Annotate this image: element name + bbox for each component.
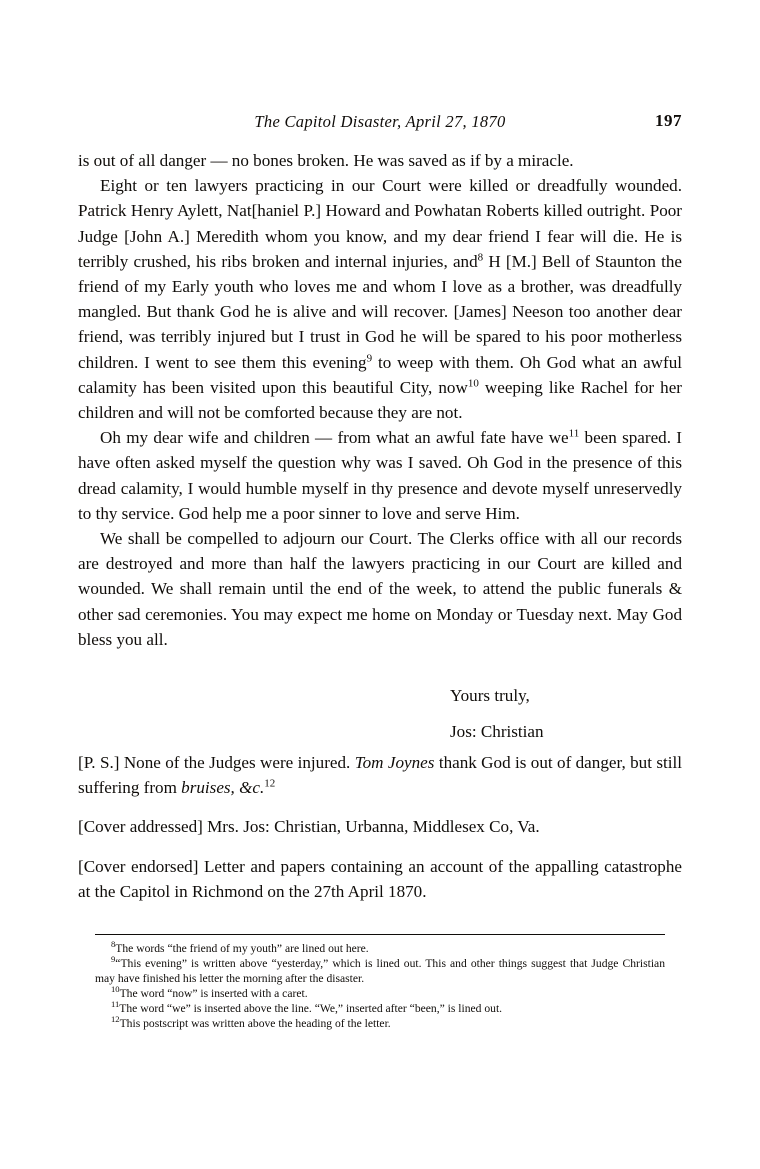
footnote-reference: 8 [477,251,484,264]
footnote [95,999,665,1017]
emphasis-text: bruises, &c. [181,778,265,798]
body-paragraph [78,425,682,526]
text-run: We shall be compelled to adjourn our Court. The Clerks office with all our records are destroyed and more than half the lawyers practicing in our Court are killed and wounded. We shall remain until the end of the week, to attend the public funerals & other sad ceremonies. You may expect me home on Monday or Tuesday next. May God bless you all. [78,529,682,649]
footnote-marker: 9 [111,954,116,965]
signature-block [78,683,682,744]
body-paragraph [78,173,682,425]
footnote [95,1014,665,1032]
footnote-text: This postscript was written above the heading of the letter. [119,1016,391,1030]
running-head: The Capitol Disaster, April 27, 1870 [254,112,506,131]
footnote-text: The word “we” is inserted above the line. “We,” inserted after “been,” is lined out. [119,1001,503,1015]
signature-name: Jos: Christian [450,722,544,742]
footnote-marker: 8 [111,939,116,950]
text-run: [Cover addressed] Mrs. Jos: Christian, Urbanna, Middlesex Co, Va. [78,817,540,837]
text-run: thank God is out of danger, but still suffering from [78,753,682,798]
page-number: 197 [655,111,682,130]
footnote [95,954,665,986]
postscript-block [78,750,682,918]
body-paragraph [78,148,682,173]
footnote-text: The word “now” is inserted with a caret. [119,986,308,1000]
text-run: is out of all danger — no bones broken. He was saved as if by a miracle. [78,151,574,170]
text-run: [Cover endorsed] Letter and papers containing an account of the appalling catastrophe at the Capitol in Richmond on the 27th April 1870. [78,856,682,901]
footnote [95,939,665,957]
footnote-marker: 12 [111,1014,120,1025]
body-text [78,148,682,652]
footnote-divider [95,934,665,935]
footnote-text: The words “the friend of my youth” are lined out here. [115,942,369,955]
footnote-marker: 11 [111,999,120,1010]
text-run: weeping like Rachel for her children and will not be comforted because they are not. [78,377,682,423]
footnote-reference: 10 [467,377,479,390]
page-header [78,112,682,132]
footnote-marker: 10 [111,983,120,994]
footnote-text: “This evening” is written above “yesterday,” which is lined out. This and other things suggest that Judge Christian may have finished his letter the morning after the disaster. [95,957,665,985]
text-run: [P. S.] None of the Judges were injured. [78,753,355,772]
text-run: Eight or ten lawyers practicing in our Court were killed or dreadfully wounded. Patrick Henry Aylett, Nat[haniel P.] Howard and Powhatan Roberts killed outright. Poor Judge [John A.] Meredith whom you know, and my dear friend I fear will die. He is terribly crushed, his ribs broken and internal injuries, and [78,176,682,271]
footnote-reference: 12 [264,777,276,790]
emphasis-text: Tom Joynes [354,753,435,772]
body-paragraph [78,526,682,652]
text-run: Oh my dear wife and children — from what an awful fate have we [100,428,569,448]
tail-paragraph [78,750,682,800]
tail-paragraph [78,814,682,839]
text-run: been spared. I have often asked myself the question why was I saved. Oh God in the presence of this dread calamity, I would humble myself in thy presence and devote myself unreservedly to thy service. God help me a poor sinner to love and serve Him. [78,428,682,523]
footnote [95,983,665,1002]
text-run: to weep with them. Oh God what an awful calamity has been visited upon this beautiful City, now [78,352,682,397]
closing-line: Yours truly, [450,686,530,705]
footnote-reference: 11 [568,427,580,440]
tail-paragraph [78,854,682,904]
footnote-reference: 9 [366,351,373,364]
text-run: H [M.] Bell of Staunton the friend of my Early youth who loves me and whom I love as a brother, was dreadfully mangled. But thank God he is alive and will recover. [James] Neeson too another dear friend, was terribly injured but I trust in God he will be spared to his poor motherless children. I went to see them this evening [78,251,682,372]
footnotes-section [95,934,665,1032]
